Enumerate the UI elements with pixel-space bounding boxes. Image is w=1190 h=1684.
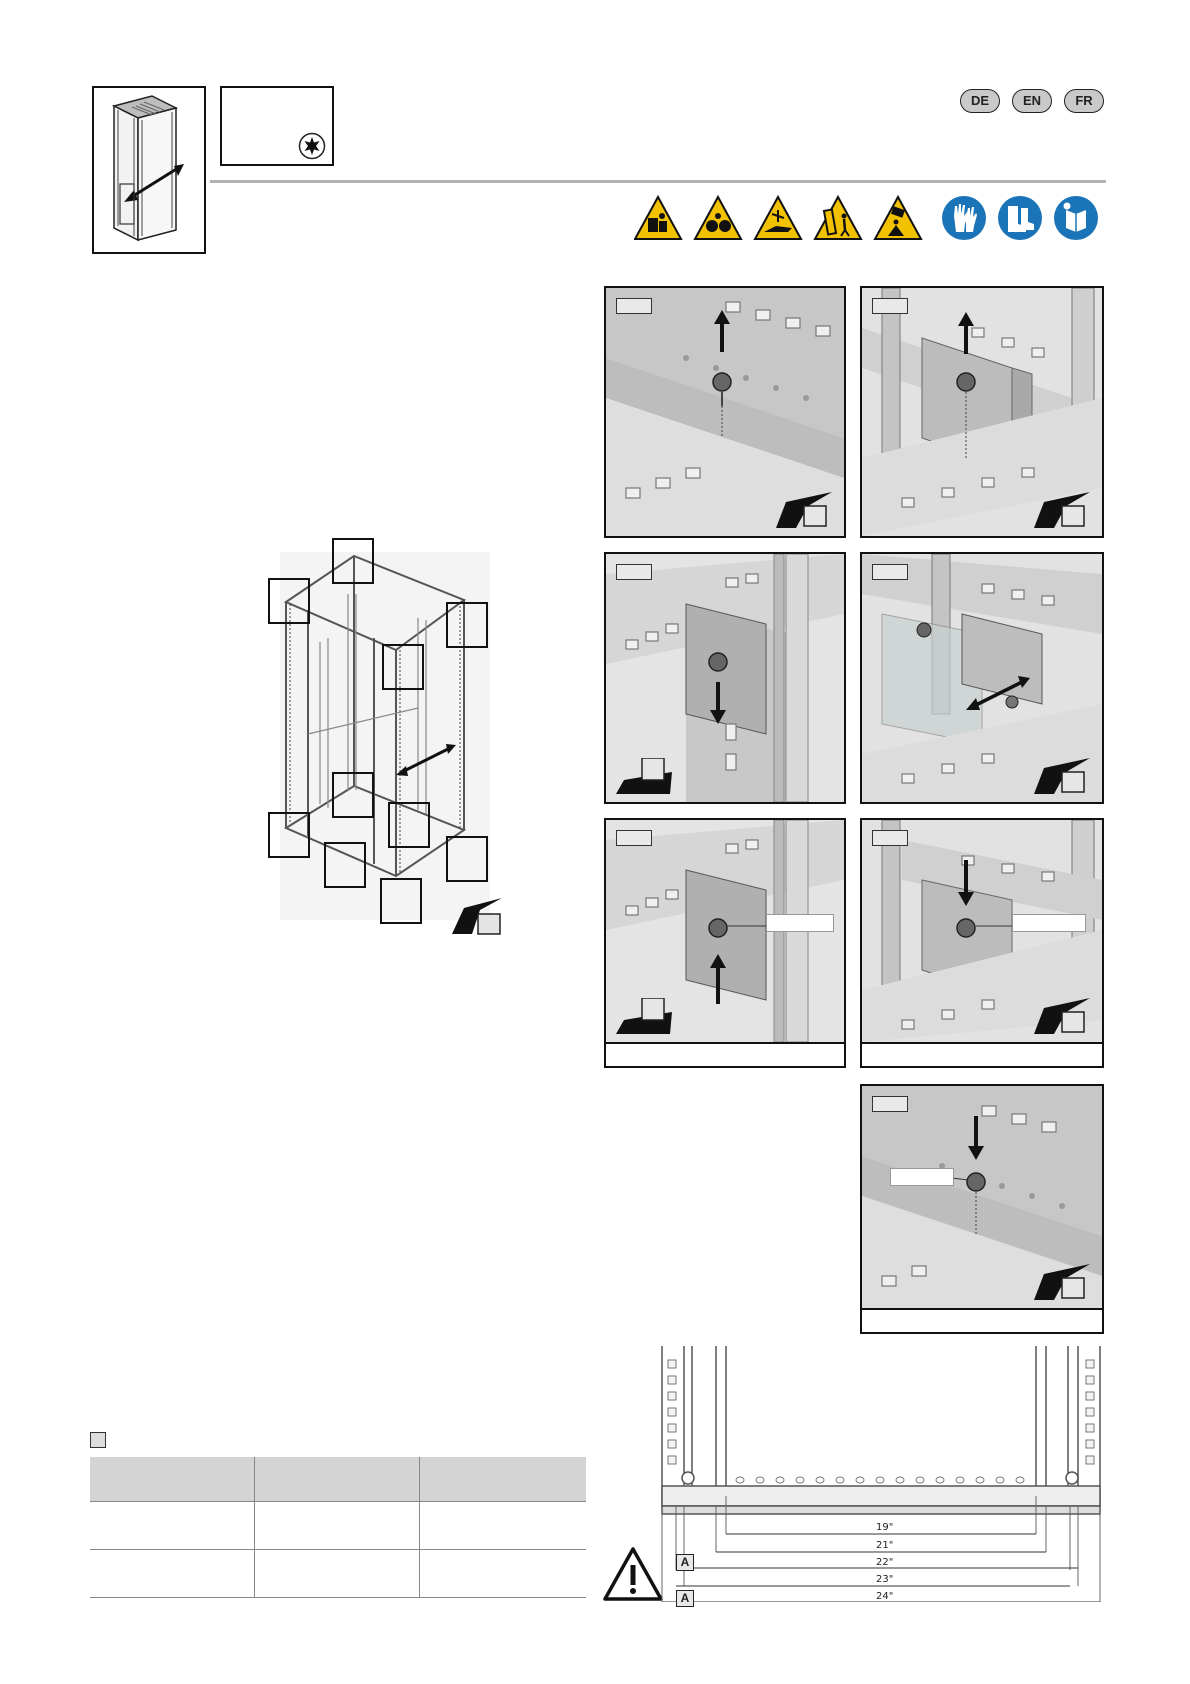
tool-box xyxy=(220,86,334,166)
safety-boots-mandatory-icon xyxy=(998,196,1042,240)
torque-callout xyxy=(1012,914,1086,932)
view-direction-indicator xyxy=(614,998,676,1036)
callout-box xyxy=(388,802,430,848)
view-direction-indicator xyxy=(774,492,836,530)
caution-icon xyxy=(602,1546,664,1602)
callout-box xyxy=(332,538,374,584)
step-panel-6 xyxy=(860,818,1104,1044)
gloves-mandatory-icon xyxy=(942,196,986,240)
dimension-label-24: 24" xyxy=(876,1591,894,1602)
header-rule xyxy=(210,180,1106,183)
view-direction-indicator xyxy=(1032,1264,1094,1302)
language-badge-en[interactable]: EN xyxy=(1012,89,1052,113)
safety-icons-row xyxy=(634,194,1106,242)
callout-box xyxy=(324,842,366,888)
cabinet-thumbnail xyxy=(92,86,206,254)
tipping-hazard-warning-icon xyxy=(815,197,861,239)
view-direction-indicator xyxy=(1032,758,1094,796)
step-caption-7 xyxy=(860,1308,1104,1334)
language-badge-fr[interactable]: FR xyxy=(1064,89,1104,113)
dimension-label-19: 19" xyxy=(876,1522,894,1533)
legend-square xyxy=(90,1432,106,1448)
rack-width-dimension-drawing xyxy=(660,1346,1106,1602)
view-direction-indicator xyxy=(450,896,506,936)
step-panel-3 xyxy=(604,552,846,804)
view-direction-indicator xyxy=(614,758,676,796)
torque-callout xyxy=(766,914,834,932)
dimension-label-21: 21" xyxy=(876,1540,894,1551)
callout-box xyxy=(380,878,422,924)
read-manual-warning-icon xyxy=(635,197,681,239)
dimension-marker-a: A xyxy=(676,1554,694,1571)
step-panel-5 xyxy=(604,818,846,1044)
step-caption-5 xyxy=(604,1042,846,1068)
torque-callout xyxy=(890,1168,954,1186)
callout-box xyxy=(268,812,310,858)
crush-hazard-warning-icon xyxy=(695,197,741,239)
language-badge-de[interactable]: DE xyxy=(960,89,1000,113)
dimension-label-23: 23" xyxy=(876,1574,894,1585)
callout-box xyxy=(382,644,424,690)
callout-box xyxy=(446,602,488,648)
read-instructions-mandatory-icon xyxy=(1054,196,1098,240)
torx-icon xyxy=(298,132,326,160)
hand-injury-warning-icon xyxy=(755,197,801,239)
view-direction-indicator xyxy=(1032,492,1094,530)
dimension-label-22: 22" xyxy=(876,1557,894,1568)
step-panel-1 xyxy=(604,286,846,538)
step-caption-6 xyxy=(860,1042,1104,1068)
cabinet-thumbnail-icon xyxy=(94,88,204,252)
step-panel-4 xyxy=(860,552,1104,804)
callout-box xyxy=(446,836,488,882)
dimension-marker-a: A xyxy=(676,1590,694,1607)
spec-table xyxy=(90,1457,586,1598)
callout-box xyxy=(268,578,310,624)
view-direction-indicator xyxy=(1032,998,1094,1036)
step-panel-2 xyxy=(860,286,1104,538)
falling-object-warning-icon xyxy=(875,197,921,239)
step-panel-7 xyxy=(860,1084,1104,1310)
callout-box xyxy=(332,772,374,818)
cabinet-frame-overview xyxy=(268,538,512,948)
